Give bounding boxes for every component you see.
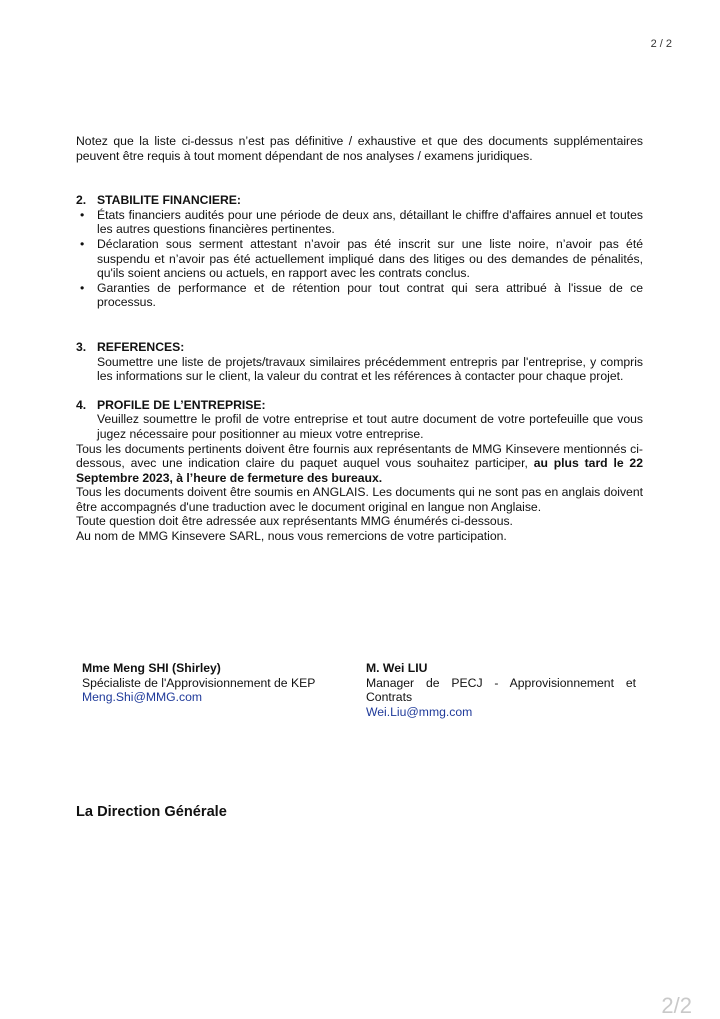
section-number: 3. (76, 339, 87, 354)
list-item: • Déclaration sous serment attestant n’avoir pas été inscrit sur une liste noire, n’avoir pas été suspendu et n’avoir pas été actuellement impliqué dans des litiges ou des demandes de pénalités, qu'ils soient anciens ou actuels, en rapport avec les contrats conclus. (76, 237, 643, 281)
section-body: Veuillez soumettre le profil de votre entreprise et tout autre document de votre portefeuille que vous jugez nécessaire pour positionner au mieux votre entreprise. (97, 412, 643, 441)
contact-card (366, 661, 636, 719)
section-title: REFERENCES: (97, 339, 185, 354)
section-heading (76, 340, 643, 355)
contact-name: M. Wei LIU (366, 661, 428, 675)
document-body (76, 134, 643, 544)
page-indicator-top: 2 / 2 (650, 38, 672, 50)
contact-email-link[interactable]: Meng.Shi@MMG.com (82, 690, 203, 705)
section-heading (76, 398, 643, 413)
section-title: STABILITE FINANCIERE: (97, 193, 241, 208)
intro-paragraph: Notez que la liste ci-dessus n’est pas définitive / exhaustive et que des documents supplémentaires peuvent être requis à tout moment dépendant de nos analyses / examens juridiques. (76, 134, 643, 163)
section-number: 4. (76, 397, 87, 412)
deadline-text: Tous les documents pertinents doivent être fournis aux représentants de MMG Kinsevere mentionnés ci-dessous, avec une indication claire du paquet auquel vous souhaitez participer, (76, 441, 643, 471)
contact-role: Manager de PECJ - Approvisionnement et Contrats (366, 675, 636, 705)
language-paragraph: Tous les documents doivent être soumis en ANGLAIS. Les documents qui ne sont pas en anglais doivent être accompagnés d'une traduction avec le document original en langue non Anglaise. (76, 485, 643, 514)
page-watermark: 2/2 (661, 993, 692, 1018)
contact-card (82, 661, 366, 719)
questions-paragraph: Toute question doit être adressée aux représentants MMG énumérés ci-dessous. (76, 514, 513, 529)
list-item: • Garanties de performance et de rétention pour tout contrat qui sera attribué à l'issue de ce processus. (76, 281, 643, 310)
closing-signature: La Direction Générale (76, 804, 227, 820)
section-title: PROFILE DE L’ENTREPRISE: (97, 397, 266, 412)
bullet-list (76, 208, 643, 310)
section-financial-stability (76, 193, 643, 310)
contact-email-link[interactable]: Wei.Liu@mmg.com (366, 704, 473, 719)
contacts-block (82, 661, 642, 719)
section-heading (76, 193, 643, 208)
thanks-paragraph: Au nom de MMG Kinsevere SARL, nous vous remercions de votre participation. (76, 529, 507, 544)
contact-name: Mme Meng SHI (Shirley) (82, 661, 221, 675)
contact-role: Spécialiste de l'Approvisionnement de KEP (82, 675, 316, 690)
list-item: • États financiers audités pour une période de deux ans, détaillant le chiffre d'affaires annuel et toutes les autres questions financières pertinentes. (76, 208, 643, 237)
section-references (76, 340, 643, 384)
section-number: 2. (76, 193, 87, 208)
deadline-emphasis: au plus tard le 22 Septembre 2023, à l’heure de fermeture des bureaux. (76, 456, 643, 485)
deadline-paragraph (76, 442, 643, 486)
section-company-profile (76, 398, 643, 442)
section-body: Soumettre une liste de projets/travaux similaires précédemment entrepris par l'entreprise, y compris les informations sur le client, la valeur du contrat et les références à contacter pour chaque projet. (97, 354, 643, 384)
